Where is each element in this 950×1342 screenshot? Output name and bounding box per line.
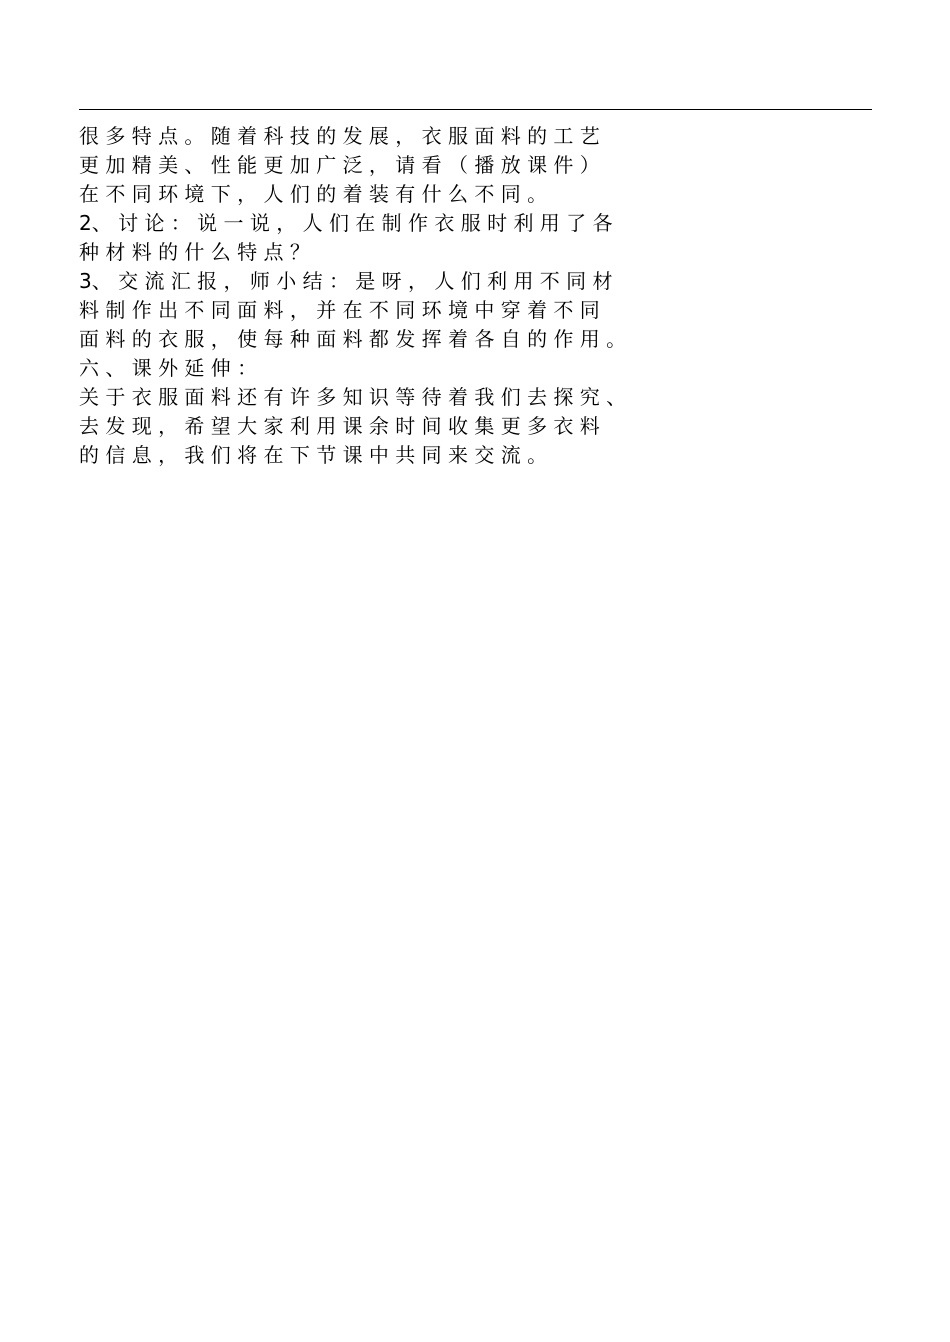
section-heading: 六 、 课 外 延 伸 ： [79,356,258,380]
text-line: 在 不 同 环 境 下 ， 人 们 的 着 装 有 什 么 不 同 。 [79,182,548,206]
text-line: 2、 讨 论 ： 说 一 说 ， 人 们 在 制 作 衣 服 时 利 用 了 各 [79,211,613,235]
text-line: 很 多 特 点 。 随 着 科 技 的 发 展 ， 衣 服 面 料 的 工 艺 [79,124,600,148]
text-line: 料 制 作 出 不 同 面 料 ， 并 在 不 同 环 境 中 穿 着 不 同 [79,298,600,322]
text-line: 去 发 现 ， 希 望 大 家 利 用 课 余 时 间 收 集 更 多 衣 料 [79,414,600,438]
text-line: 的 信 息 ， 我 们 将 在 下 节 课 中 共 同 来 交 流 。 [79,443,548,467]
header-rule [79,109,872,110]
text-line: 更 加 精 美 、 性 能 更 加 广 泛 ， 请 看 （ 播 放 课 件 ） [79,153,600,177]
text-line: 种 材 料 的 什 么 特 点 ？ [79,240,310,264]
document-body [79,122,879,470]
text-line: 3、 交 流 汇 报 ， 师 小 结 ： 是 呀 ， 人 们 利 用 不 同 材 [79,269,613,293]
text-line: 面 料 的 衣 服 ， 使 每 种 面 料 都 发 挥 着 各 自 的 作 用 。 [79,327,627,351]
text-line: 关 于 衣 服 面 料 还 有 许 多 知 识 等 待 着 我 们 去 探 究 、 [79,385,627,409]
